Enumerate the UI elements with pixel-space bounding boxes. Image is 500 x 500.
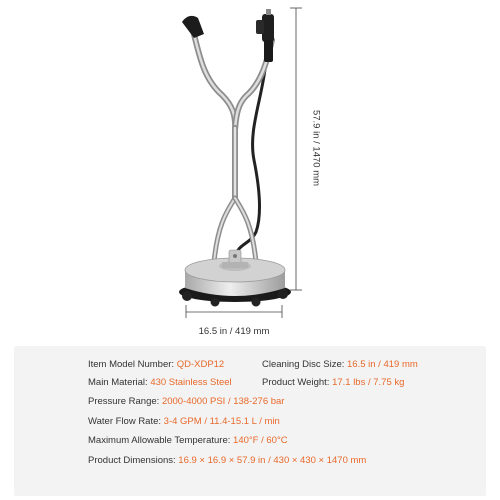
width-dimension-label: 16.5 in / 419 mm bbox=[198, 326, 270, 337]
left-handle-grip bbox=[182, 16, 204, 38]
height-dimension-label: 57.9 in / 1470 mm bbox=[310, 109, 322, 187]
spec-label: Water Flow Rate: bbox=[88, 416, 162, 427]
cleaning-disc bbox=[179, 250, 291, 302]
spec-value: 140°F / 60°C bbox=[233, 435, 288, 446]
spec-label: Item Model Number: bbox=[88, 359, 175, 370]
spec-value: QD-XDP12 bbox=[176, 359, 225, 370]
spec-weight bbox=[262, 377, 404, 388]
spec-label: Product Dimensions: bbox=[88, 455, 176, 466]
spec-flow-rate bbox=[88, 416, 280, 427]
spec-label: Maximum Allowable Temperature: bbox=[88, 435, 231, 446]
handle-frame bbox=[193, 30, 272, 262]
spec-dimensions bbox=[88, 455, 366, 466]
spec-value: 430 Stainless Steel bbox=[150, 377, 232, 388]
height-dimension-line bbox=[290, 8, 302, 290]
spec-value: 3-4 GPM / 11.4-15.1 L / min bbox=[163, 416, 280, 427]
spec-label: Product Weight: bbox=[262, 377, 330, 388]
spec-label: Pressure Range: bbox=[88, 396, 160, 407]
spec-label: Cleaning Disc Size: bbox=[262, 359, 345, 370]
spec-material bbox=[88, 377, 232, 388]
width-dimension-line bbox=[186, 305, 282, 318]
spec-value: 16.9 × 16.9 × 57.9 in / 430 × 430 × 1470 mm bbox=[178, 455, 367, 466]
spec-disc-size bbox=[262, 359, 418, 370]
spec-temperature bbox=[88, 435, 288, 446]
spec-value: 2000-4000 PSI / 138-276 bar bbox=[161, 396, 285, 407]
spec-value: 16.5 in / 419 mm bbox=[347, 359, 418, 370]
trigger-gun bbox=[256, 9, 274, 62]
specifications-panel bbox=[14, 346, 486, 496]
spec-label: Main Material: bbox=[88, 377, 148, 388]
spec-model bbox=[88, 359, 224, 370]
spec-pressure bbox=[88, 396, 284, 407]
spec-value: 17.1 lbs / 7.75 kg bbox=[332, 377, 405, 388]
